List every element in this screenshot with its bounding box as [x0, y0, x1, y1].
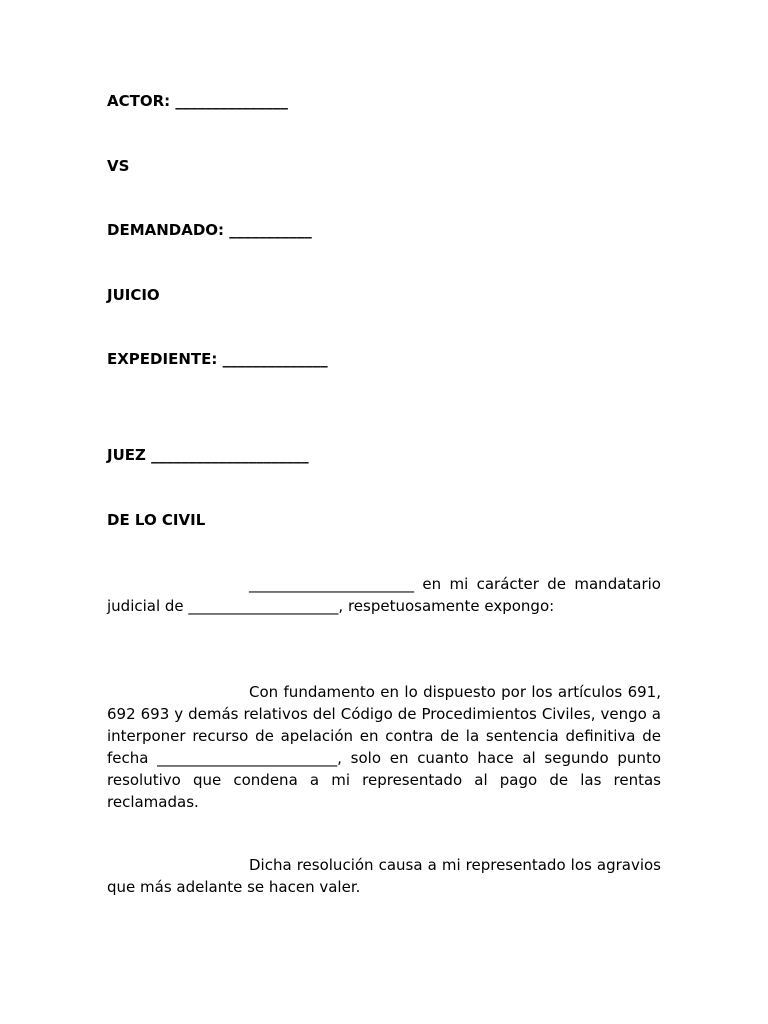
demandado-line: DEMANDADO: ___________	[107, 221, 312, 239]
paragraph-resolucion	[107, 854, 661, 898]
expediente-line: EXPEDIENTE: ______________	[107, 350, 328, 368]
juicio-line: JUICIO	[107, 286, 160, 304]
civil-line: DE LO CIVIL	[107, 511, 206, 529]
actor-line: ACTOR: _______________	[107, 92, 288, 110]
paragraph-fundamento	[107, 681, 661, 813]
vs-line: VS	[107, 157, 130, 175]
paragraph-fundamento-text: Con fundamento en lo dispuesto por los artículos 691, 692 693 y demás relativos del Código de Procedimientos Civiles, vengo a interponer recurso de apelación en contra de la sentencia definitiva de fecha ________________________, solo en cuanto hace al segundo punto resolutivo que condena a mi representado al pago de las rentas reclamadas.	[107, 683, 661, 811]
paragraph-mandatario	[107, 573, 661, 617]
paragraph-mandatario-text: ______________________ en mi carácter de mandatario judicial de ____________________, respetuosamente expongo:	[107, 575, 661, 615]
juez-line: JUEZ _____________________	[107, 446, 309, 464]
paragraph-resolucion-text: Dicha resolución causa a mi representado los agravios que más adelante se hacen valer.	[107, 856, 661, 896]
